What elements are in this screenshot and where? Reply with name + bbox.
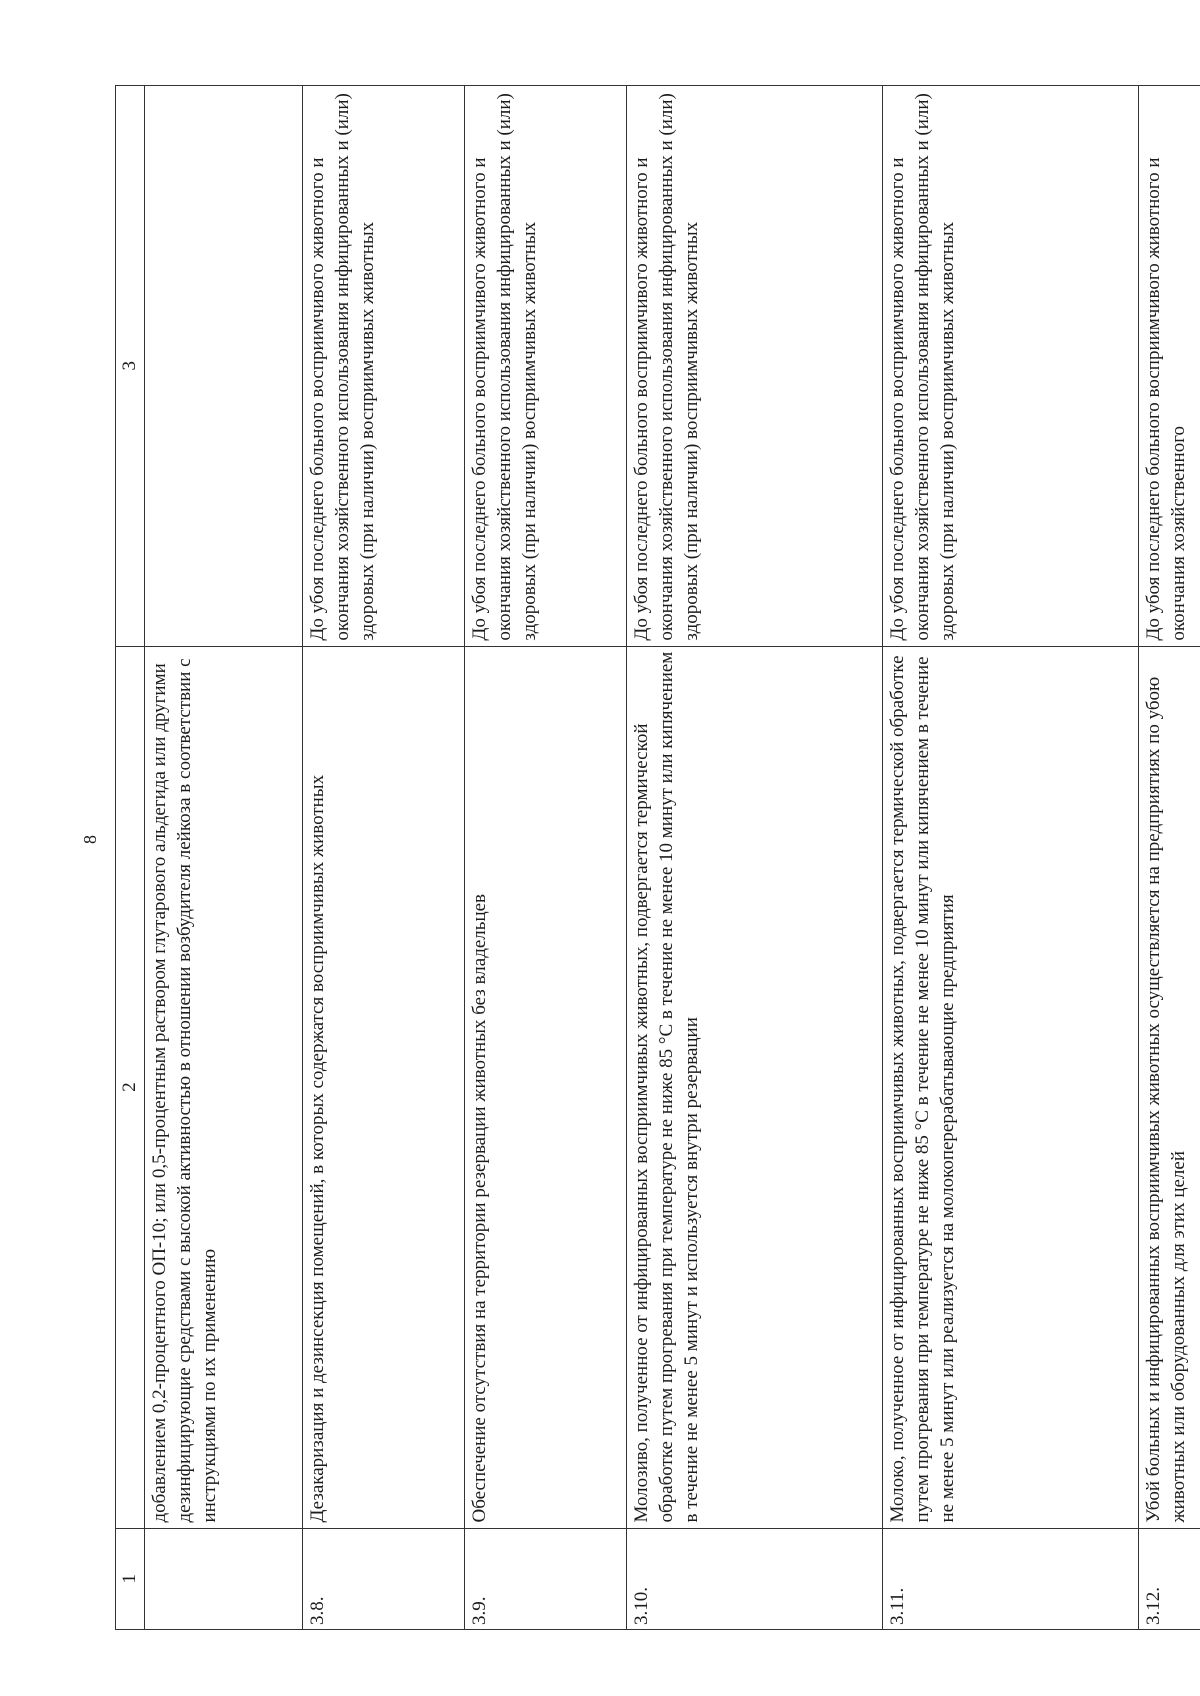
row-number: 3.9. [465,1528,627,1629]
table-row [303,86,465,1630]
period-cell: До убоя последнего больного восприимчивого животного и окончания хозяйственного использования инфицированных и (или) здоровых (при наличии) восприимчивых животных [882,86,1138,647]
table-row [1138,86,1200,1630]
measure-cell: Дезакаризация и дезинсекция помещений, в которых содержатся восприимчивых животных [303,646,465,1528]
measures-table [115,85,1200,1630]
row-number [145,1528,303,1629]
header-row [116,86,145,1630]
header-col-1: 1 [116,1528,145,1629]
period-cell: До убоя последнего больного восприимчивого животного и окончания хозяйственного использования инфицированных и (или) здоровых (при наличии) восприимчивых животных [627,86,883,647]
rotated-table-wrapper [115,85,1189,1630]
measure-cell: Молоко, полученное от инфицированных восприимчивых животных, подвергается термической обработке путем прогревания при температуре не ниже 85 °С в течение не менее 10 минут или кипячением в течение не менее 5 минут или реализуется на молокоперерабатывающие предприятия [882,646,1138,1528]
header-col-2: 2 [116,646,145,1528]
measure-cell: Обеспечение отсутствия на территории резервации животных без владельцев [465,646,627,1528]
period-cell [145,86,303,647]
measure-cell: Молозиво, полученное от инфицированных восприимчивых животных, подвергается термической обработке путем прогревания при температуре не ниже 85 °С в течение не менее 10 минут или кипячением в течение не менее 5 минут и используется внутри резервации [627,646,883,1528]
row-number: 3.12. [1138,1528,1200,1629]
table-row [627,86,883,1630]
measure-cell: добавлением 0,2-процентного ОП-10; или 0,5-процентным раствором глутарового альдегида или другими дезинфицирующие средствами с высокой активностью в отношении возбудителя лейкоза в соответствии с инструкциями по их применению [145,646,303,1528]
row-number: 3.8. [303,1528,465,1629]
table-row [882,86,1138,1630]
page-number: 8 [80,835,100,844]
table-row [145,86,303,1630]
row-number: 3.10. [627,1528,883,1629]
period-cell: До убоя последнего больного восприимчивого животного и окончания хозяйственного [1138,86,1200,647]
header-col-3: 3 [116,86,145,647]
table-row [465,86,627,1630]
measure-cell: Убой больных и инфицированных восприимчивых животных осуществляется на предприятиях по убою животных или оборудованных для этих целей [1138,646,1200,1528]
row-number: 3.11. [882,1528,1138,1629]
period-cell: До убоя последнего больного восприимчивого животного и окончания хозяйственного использования инфицированных и (или) здоровых (при наличии) восприимчивых животных [465,86,627,647]
period-cell: До убоя последнего больного восприимчивого животного и окончания хозяйственного использования инфицированных и (или) здоровых (при наличии) восприимчивых животных [303,86,465,647]
